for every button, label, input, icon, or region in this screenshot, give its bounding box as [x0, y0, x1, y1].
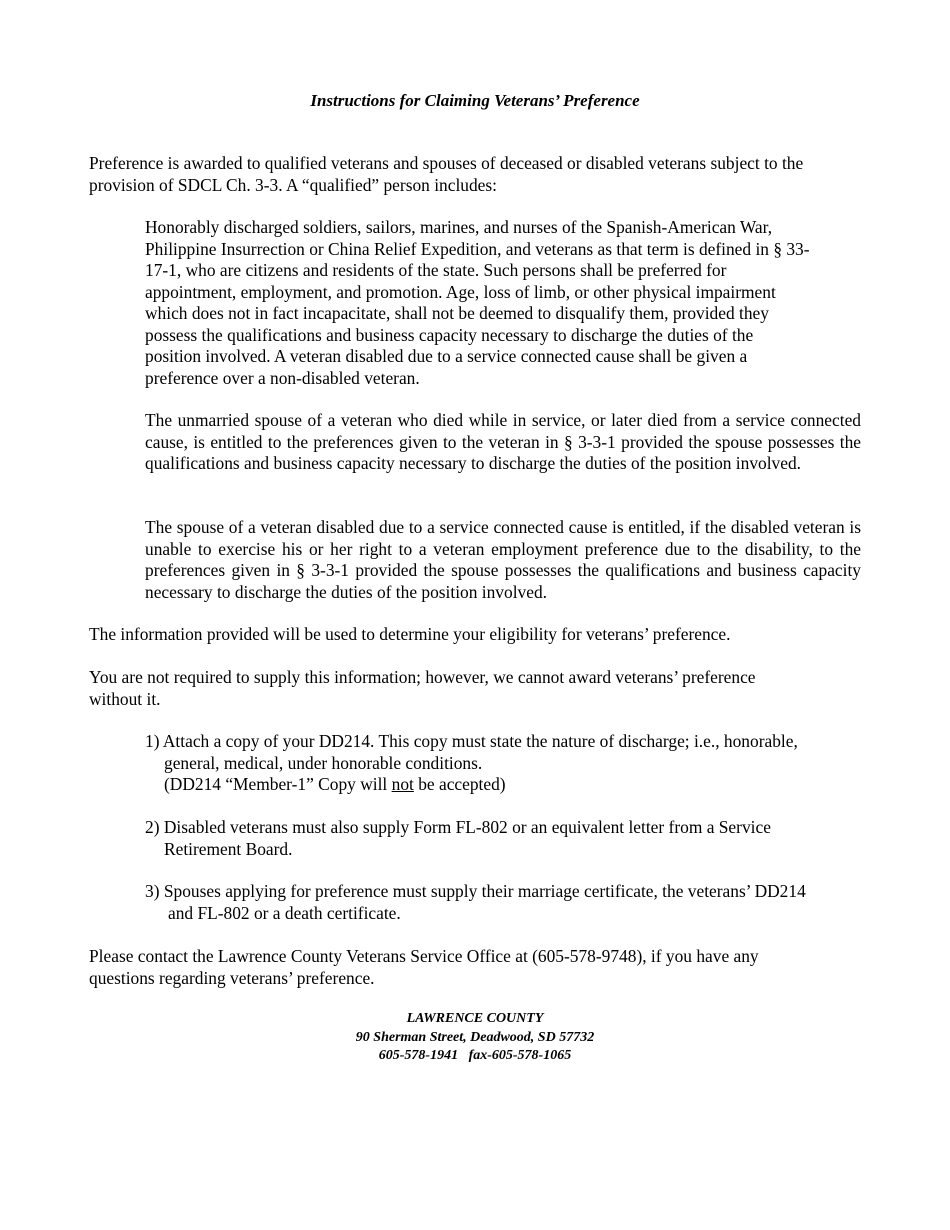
text-fragment: (DD214 “Member-1” Copy will	[164, 774, 392, 794]
footer-phones: 605-578-1941 fax-605-578-1065	[378, 1048, 572, 1063]
text-line: appointment, employment, and promotion. Age, loss of limb, or other physical impairment	[145, 281, 776, 302]
underlined-word: not	[391, 774, 414, 794]
text-line: The information provided will be used to determine your eligibility for veterans’ preference.	[89, 624, 731, 644]
text-line: 17-1, who are citizens and residents of the state. Such persons shall be preferred for	[145, 260, 727, 280]
document-title: Instructions for Claiming Veterans’ Preference	[310, 91, 640, 110]
text-line	[145, 774, 861, 796]
text-line: questions regarding veterans’ preference.	[89, 967, 375, 988]
text-line: preference over a non-disabled veteran.	[145, 367, 420, 388]
text-line: provision of SDCL Ch. 3-3. A “qualified” person includes:	[89, 174, 497, 195]
contact-paragraph	[89, 946, 869, 989]
footer-address: 90 Sherman Street, Deadwood, SD 57732	[355, 1029, 595, 1045]
text-line: which does not in fact incapacitate, shall not be deemed to disqualify them, provided they	[145, 303, 769, 323]
qualified-paragraph-veterans	[145, 217, 861, 389]
text-line: Retirement Board.	[164, 838, 293, 859]
text-fragment: be accepted)	[413, 774, 506, 794]
text-line: 2) Disabled veterans must also supply Form FL-802 or an equivalent letter from a Service	[145, 817, 771, 837]
qualified-paragraph-unmarried-spouse: The unmarried spouse of a veteran who died while in service, or later died from a service connected cause, is entitled to the preferences given to the veteran in § 3-3-1 provided the spouse possesses the qualifications and business capacity necessary to discharge the duties of the position involved.	[145, 410, 861, 473]
text-line: You are not required to supply this information; however, we cannot award veterans’ preference	[89, 667, 756, 687]
text-line: without it.	[89, 688, 161, 709]
footer-org: LAWRENCE COUNTY	[406, 1011, 544, 1026]
step-2	[145, 817, 861, 860]
step-1	[145, 731, 861, 796]
info-used-paragraph	[89, 624, 869, 646]
text-line: 3) Spouses applying for preference must supply their marriage certificate, the veterans’ DD214	[145, 881, 806, 901]
step-3	[145, 881, 861, 924]
text-line: Please contact the Lawrence County Veterans Service Office at (605-578-9748), if you have any	[89, 946, 759, 966]
intro-paragraph	[89, 153, 869, 196]
text-line: Honorably discharged soldiers, sailors, marines, and nurses of the Spanish-American War,	[145, 217, 773, 237]
text-line: and FL-802 or a death certificate.	[168, 902, 401, 923]
qualified-paragraph-disabled-spouse: The spouse of a veteran disabled due to a service connected cause is entitled, if the disabled veteran is unable to exercise his or her right to a veteran employment preference due to the disability, to the preferences given in § 3-3-1 provided the spouse possesses the qualifications and business capacity necessary to discharge the duties of the position involved.	[145, 517, 861, 602]
not-required-paragraph	[89, 667, 869, 710]
text-line: possess the qualifications and business capacity necessary to discharge the duties of the	[145, 324, 754, 345]
text-line: position involved. A veteran disabled due to a service connected cause shall be given a	[145, 346, 748, 366]
text-line: Philippine Insurrection or China Relief Expedition, and veterans as that term is defined in § 33-	[145, 238, 810, 259]
footer-address-block	[0, 1010, 950, 1066]
text-line: 1) Attach a copy of your DD214. This copy must state the nature of discharge; i.e., honorable,	[145, 731, 798, 751]
text-line: general, medical, under honorable conditions.	[164, 752, 483, 773]
text-line: Preference is awarded to qualified veterans and spouses of deceased or disabled veterans subject to the	[89, 153, 804, 173]
